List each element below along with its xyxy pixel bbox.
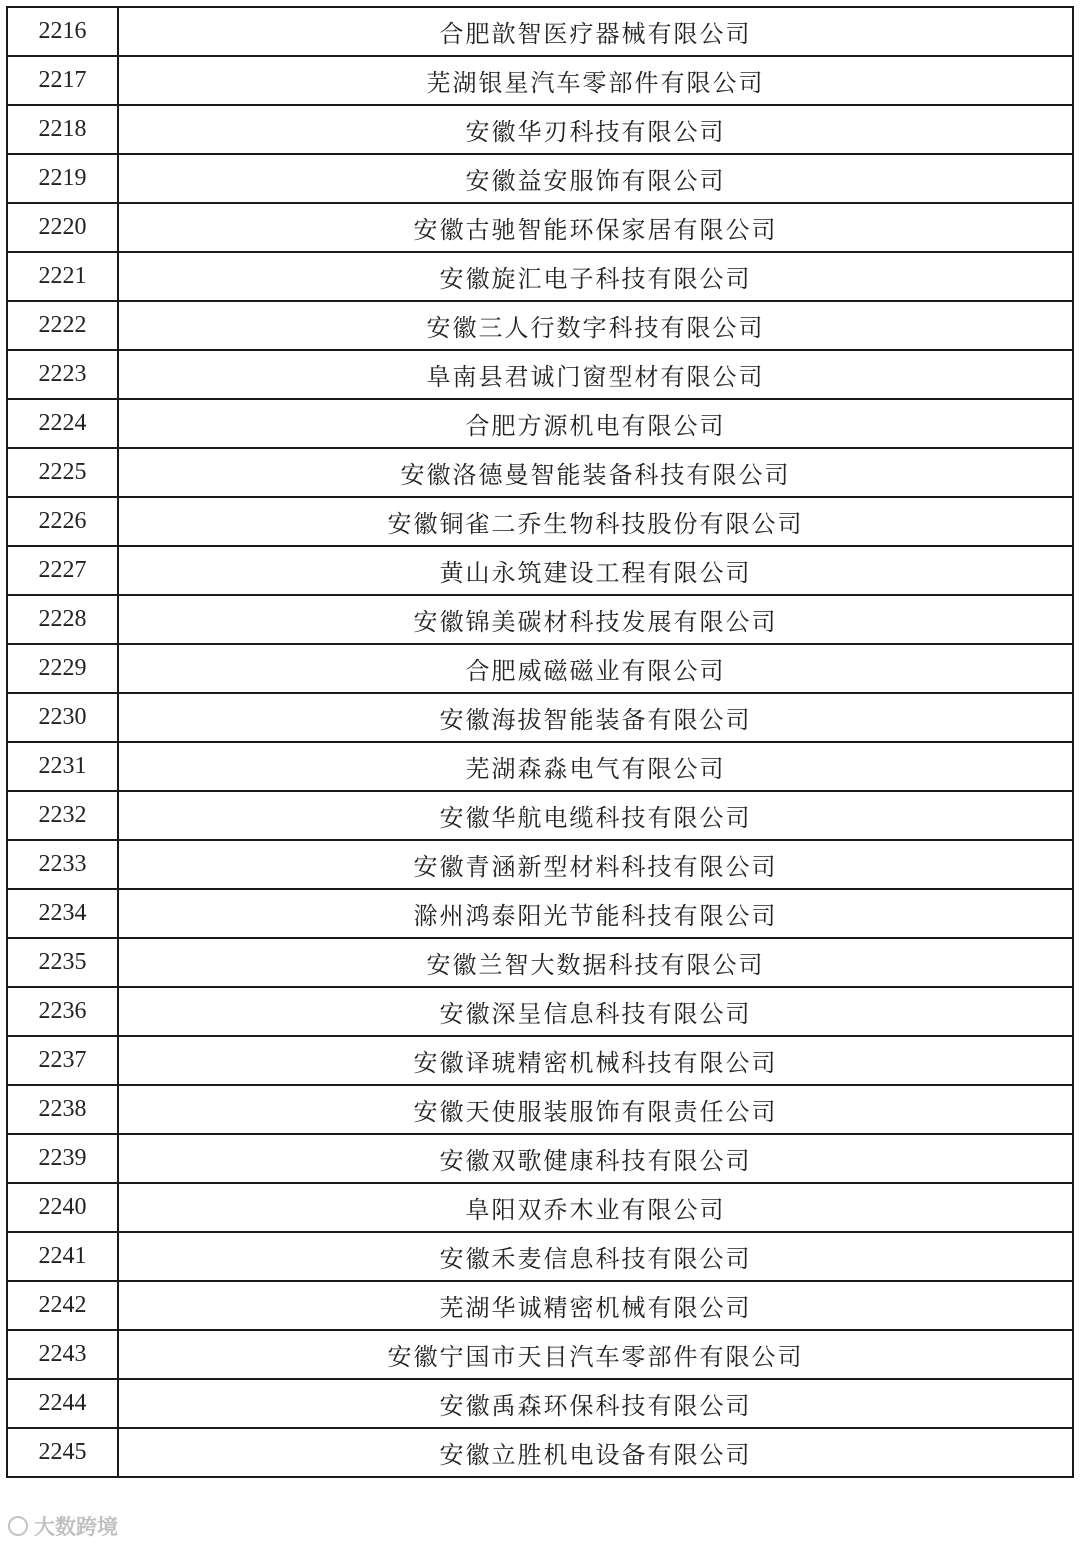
table-row [7, 595, 1073, 644]
table-row [7, 252, 1073, 301]
table-row [7, 938, 1073, 987]
table-row [7, 1428, 1073, 1477]
row-number: 2238 [7, 1085, 118, 1134]
table-row [7, 448, 1073, 497]
company-name: 安徽锦美碳材科技发展有限公司 [118, 595, 1073, 644]
row-number: 2230 [7, 693, 118, 742]
row-number: 2220 [7, 203, 118, 252]
company-name: 芜湖华诚精密机械有限公司 [118, 1281, 1073, 1330]
row-number: 2237 [7, 1036, 118, 1085]
row-number: 2217 [7, 56, 118, 105]
row-number: 2225 [7, 448, 118, 497]
table-row [7, 497, 1073, 546]
company-name: 安徽禾麦信息科技有限公司 [118, 1232, 1073, 1281]
row-number: 2232 [7, 791, 118, 840]
row-number: 2221 [7, 252, 118, 301]
company-name: 黄山永筑建设工程有限公司 [118, 546, 1073, 595]
table-row [7, 791, 1073, 840]
company-name: 安徽天使服装服饰有限责任公司 [118, 1085, 1073, 1134]
table-row [7, 1232, 1073, 1281]
company-name: 安徽海拔智能装备有限公司 [118, 693, 1073, 742]
row-number: 2229 [7, 644, 118, 693]
company-name: 合肥方源机电有限公司 [118, 399, 1073, 448]
row-number: 2226 [7, 497, 118, 546]
company-name: 滁州鸿泰阳光节能科技有限公司 [118, 889, 1073, 938]
company-name: 安徽译琥精密机械科技有限公司 [118, 1036, 1073, 1085]
company-name: 合肥威磁磁业有限公司 [118, 644, 1073, 693]
table-row [7, 889, 1073, 938]
row-number: 2240 [7, 1183, 118, 1232]
table-row [7, 350, 1073, 399]
table-row [7, 7, 1073, 56]
row-number: 2243 [7, 1330, 118, 1379]
table-row [7, 154, 1073, 203]
table-row [7, 840, 1073, 889]
watermark [8, 1511, 118, 1541]
company-name: 阜南县君诚门窗型材有限公司 [118, 350, 1073, 399]
row-number: 2239 [7, 1134, 118, 1183]
company-name: 安徽深呈信息科技有限公司 [118, 987, 1073, 1036]
table-row [7, 987, 1073, 1036]
row-number: 2236 [7, 987, 118, 1036]
row-number: 2244 [7, 1379, 118, 1428]
row-number: 2224 [7, 399, 118, 448]
row-number: 2216 [7, 7, 118, 56]
table-row [7, 56, 1073, 105]
company-name: 安徽禹森环保科技有限公司 [118, 1379, 1073, 1428]
company-name: 安徽古驰智能环保家居有限公司 [118, 203, 1073, 252]
company-name: 芜湖森淼电气有限公司 [118, 742, 1073, 791]
company-name: 安徽旋汇电子科技有限公司 [118, 252, 1073, 301]
watermark-logo-icon [8, 1516, 28, 1536]
company-name: 芜湖银星汽车零部件有限公司 [118, 56, 1073, 105]
table-row [7, 105, 1073, 154]
table-row [7, 1281, 1073, 1330]
company-name: 安徽洛德曼智能装备科技有限公司 [118, 448, 1073, 497]
table-row [7, 203, 1073, 252]
table-row [7, 1036, 1073, 1085]
row-number: 2223 [7, 350, 118, 399]
company-name: 安徽立胜机电设备有限公司 [118, 1428, 1073, 1477]
table-row [7, 546, 1073, 595]
table-row [7, 1330, 1073, 1379]
table-row [7, 1379, 1073, 1428]
table-row [7, 1183, 1073, 1232]
row-number: 2219 [7, 154, 118, 203]
company-name: 安徽铜雀二乔生物科技股份有限公司 [118, 497, 1073, 546]
table-row [7, 399, 1073, 448]
table-row [7, 644, 1073, 693]
watermark-text: 大数跨境 [34, 1515, 118, 1539]
company-name: 安徽青涵新型材料科技有限公司 [118, 840, 1073, 889]
row-number: 2233 [7, 840, 118, 889]
table-row [7, 1134, 1073, 1183]
company-name: 安徽华航电缆科技有限公司 [118, 791, 1073, 840]
row-number: 2245 [7, 1428, 118, 1477]
row-number: 2241 [7, 1232, 118, 1281]
row-number: 2227 [7, 546, 118, 595]
company-name: 安徽兰智大数据科技有限公司 [118, 938, 1073, 987]
table-row [7, 301, 1073, 350]
company-name: 安徽双歌健康科技有限公司 [118, 1134, 1073, 1183]
row-number: 2228 [7, 595, 118, 644]
company-name: 安徽华刃科技有限公司 [118, 105, 1073, 154]
row-number: 2218 [7, 105, 118, 154]
company-list-body [7, 7, 1073, 1477]
company-name: 安徽宁国市天目汽车零部件有限公司 [118, 1330, 1073, 1379]
company-name: 合肥歆智医疗器械有限公司 [118, 7, 1073, 56]
table-row [7, 1085, 1073, 1134]
company-name: 安徽三人行数字科技有限公司 [118, 301, 1073, 350]
table-row [7, 742, 1073, 791]
company-list-table [6, 6, 1074, 1478]
row-number: 2242 [7, 1281, 118, 1330]
table-row [7, 693, 1073, 742]
row-number: 2234 [7, 889, 118, 938]
row-number: 2235 [7, 938, 118, 987]
company-name: 阜阳双乔木业有限公司 [118, 1183, 1073, 1232]
company-name: 安徽益安服饰有限公司 [118, 154, 1073, 203]
row-number: 2231 [7, 742, 118, 791]
row-number: 2222 [7, 301, 118, 350]
